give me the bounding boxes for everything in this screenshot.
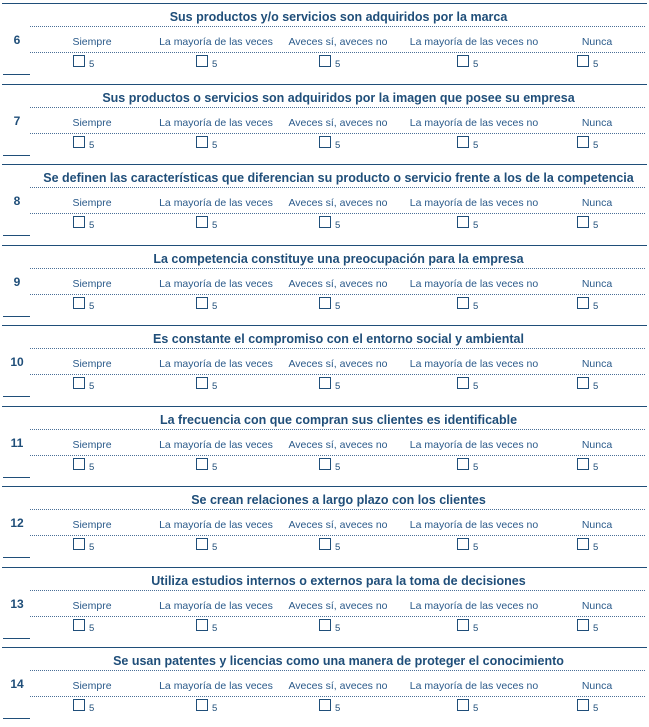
- question-title: Sus productos o servicios son adquiridos por la imagen que posee su empresa: [102, 90, 575, 105]
- option-value: 5: [212, 59, 218, 70]
- option-checkbox[interactable]: [196, 538, 208, 550]
- option-label: Siempre: [72, 519, 112, 531]
- top-rule: [2, 84, 647, 85]
- question-number: 6: [13, 33, 21, 47]
- option-value: 5: [593, 461, 599, 473]
- question-block: [0, 325, 649, 405]
- top-rule: [2, 647, 647, 648]
- option-label: La mayoría de las veces no: [409, 438, 539, 451]
- option-label: Nunca: [581, 277, 613, 290]
- option-checkbox[interactable]: [73, 458, 85, 470]
- option-label: Siempre: [72, 36, 112, 48]
- option-value: 5: [335, 300, 341, 312]
- number-underline: [3, 557, 30, 558]
- option-label: Aveces sí, aveces no: [288, 438, 388, 451]
- option-value: 5: [335, 461, 341, 473]
- option-checkbox[interactable]: [457, 216, 469, 228]
- option-checkbox[interactable]: [319, 377, 331, 389]
- question-number: 8: [13, 194, 21, 208]
- option-label: Siempre: [72, 438, 112, 451]
- number-underline: [3, 638, 30, 639]
- option-value: 5: [335, 542, 341, 553]
- dotted-divider: [30, 268, 645, 269]
- question-block: [0, 245, 649, 325]
- option-checkbox[interactable]: [319, 538, 331, 550]
- option-value: 5: [473, 703, 479, 714]
- option-checkbox[interactable]: [577, 377, 589, 389]
- option-label: Siempre: [72, 599, 112, 612]
- question-title: Utiliza estudios internos o externos para la toma de decisiones: [151, 573, 526, 588]
- question-block: [0, 406, 649, 486]
- question-number: 13: [10, 596, 24, 611]
- option-label: Aveces sí, aveces no: [288, 680, 388, 692]
- question-title: Sus productos y/o servicios son adquiridos por la marca: [169, 10, 508, 24]
- dotted-divider: [30, 187, 645, 188]
- question-number: 12: [10, 516, 24, 530]
- option-checkbox[interactable]: [577, 458, 589, 470]
- top-rule: [2, 486, 647, 487]
- option-label: Siempre: [72, 680, 112, 692]
- option-checkbox[interactable]: [457, 458, 469, 470]
- option-checkbox[interactable]: [319, 136, 331, 148]
- option-value: 5: [212, 139, 218, 151]
- option-value: 5: [212, 622, 218, 634]
- option-checkbox[interactable]: [196, 136, 208, 148]
- option-checkbox[interactable]: [196, 458, 208, 470]
- option-checkbox[interactable]: [457, 55, 469, 67]
- option-checkbox[interactable]: [457, 538, 469, 550]
- option-checkbox[interactable]: [73, 699, 85, 711]
- option-value: 5: [593, 220, 599, 231]
- option-checkbox[interactable]: [196, 297, 208, 309]
- number-underline: [3, 396, 30, 397]
- question-title: La frecuencia con que compran sus clientes es identificable: [159, 412, 518, 427]
- option-value: 5: [335, 381, 341, 392]
- option-label: Siempre: [72, 197, 112, 209]
- option-value: 5: [212, 542, 218, 553]
- option-label: La mayoría de las veces no: [409, 519, 539, 531]
- option-checkbox[interactable]: [577, 297, 589, 309]
- top-rule: [2, 245, 647, 246]
- number-underline: [3, 74, 30, 75]
- option-checkbox[interactable]: [577, 538, 589, 550]
- option-label: La mayoría de las veces: [159, 197, 273, 209]
- option-value: 5: [335, 703, 341, 714]
- option-value: 5: [593, 139, 599, 151]
- option-checkbox[interactable]: [577, 55, 589, 67]
- option-value: 5: [89, 220, 95, 231]
- dotted-divider: [30, 455, 645, 456]
- dotted-divider: [30, 107, 645, 108]
- option-label: Aveces sí, aveces no: [288, 197, 388, 209]
- option-label: Siempre: [72, 277, 112, 290]
- number-underline: [3, 235, 30, 236]
- dotted-divider: [30, 696, 645, 697]
- option-checkbox[interactable]: [196, 619, 208, 631]
- option-value: 5: [473, 381, 479, 392]
- dotted-divider: [30, 590, 645, 591]
- dotted-divider: [30, 616, 645, 617]
- question-number: 9: [13, 274, 21, 289]
- question-block: [0, 84, 649, 164]
- dotted-divider: [30, 429, 645, 430]
- option-value: 5: [335, 220, 341, 231]
- option-checkbox[interactable]: [73, 216, 85, 228]
- option-label: La mayoría de las veces no: [409, 358, 539, 370]
- option-label: Nunca: [581, 116, 613, 129]
- option-value: 5: [473, 139, 479, 151]
- option-label: Aveces sí, aveces no: [288, 519, 388, 531]
- dotted-divider: [30, 509, 645, 510]
- dotted-divider: [30, 294, 645, 295]
- option-label: La mayoría de las veces no: [409, 116, 539, 129]
- question-block: [0, 486, 649, 566]
- option-label: Siempre: [72, 116, 112, 129]
- dotted-divider: [30, 133, 645, 134]
- option-value: 5: [593, 59, 599, 70]
- option-label: Aveces sí, aveces no: [288, 358, 388, 370]
- option-value: 5: [212, 300, 218, 312]
- option-value: 5: [89, 59, 95, 70]
- number-underline: [3, 316, 30, 317]
- option-label: Nunca: [581, 680, 613, 692]
- option-checkbox[interactable]: [319, 297, 331, 309]
- option-label: La mayoría de las veces no: [409, 680, 539, 692]
- option-checkbox[interactable]: [577, 216, 589, 228]
- option-checkbox[interactable]: [196, 699, 208, 711]
- dotted-divider: [30, 52, 645, 53]
- option-value: 5: [89, 461, 95, 473]
- option-value: 5: [473, 622, 479, 634]
- option-checkbox[interactable]: [457, 297, 469, 309]
- option-label: La mayoría de las veces no: [409, 277, 539, 290]
- top-rule: [2, 406, 647, 407]
- option-label: Siempre: [72, 358, 112, 370]
- option-checkbox[interactable]: [319, 458, 331, 470]
- option-checkbox[interactable]: [196, 216, 208, 228]
- option-label: Nunca: [581, 358, 613, 370]
- option-value: 5: [89, 703, 95, 714]
- option-label: Aveces sí, aveces no: [288, 599, 388, 612]
- dotted-divider: [30, 26, 645, 27]
- option-value: 5: [473, 300, 479, 312]
- option-checkbox[interactable]: [319, 55, 331, 67]
- option-value: 5: [473, 220, 479, 231]
- dotted-divider: [30, 535, 645, 536]
- option-label: La mayoría de las veces: [159, 358, 273, 370]
- option-checkbox[interactable]: [457, 619, 469, 631]
- option-label: Nunca: [581, 519, 613, 531]
- option-label: Aveces sí, aveces no: [288, 36, 388, 48]
- option-checkbox[interactable]: [577, 699, 589, 711]
- option-checkbox[interactable]: [577, 619, 589, 631]
- number-underline: [3, 477, 30, 478]
- option-value: 5: [89, 300, 95, 312]
- question-block: [0, 647, 649, 727]
- option-checkbox[interactable]: [73, 538, 85, 550]
- question-number: 10: [10, 355, 24, 369]
- option-label: La mayoría de las veces: [159, 599, 273, 612]
- option-checkbox[interactable]: [319, 699, 331, 711]
- option-checkbox[interactable]: [196, 377, 208, 389]
- option-label: La mayoría de las veces: [159, 116, 273, 129]
- option-value: 5: [212, 461, 218, 473]
- option-value: 5: [212, 381, 218, 392]
- option-label: La mayoría de las veces no: [409, 599, 539, 612]
- number-underline: [3, 155, 30, 156]
- option-value: 5: [335, 59, 341, 70]
- option-value: 5: [89, 622, 95, 634]
- top-rule: [2, 325, 647, 326]
- option-label: La mayoría de las veces: [159, 519, 273, 531]
- option-label: La mayoría de las veces: [159, 277, 273, 290]
- option-value: 5: [89, 542, 95, 553]
- top-rule: [2, 567, 647, 568]
- question-number: 14: [10, 677, 24, 691]
- option-value: 5: [593, 542, 599, 553]
- option-value: 5: [89, 139, 95, 151]
- option-label: La mayoría de las veces no: [409, 36, 539, 48]
- dotted-divider: [30, 348, 645, 349]
- option-value: 5: [335, 139, 341, 151]
- option-checkbox[interactable]: [457, 699, 469, 711]
- number-underline: [3, 718, 30, 719]
- option-value: 5: [212, 703, 218, 714]
- option-value: 5: [89, 381, 95, 392]
- option-label: Nunca: [581, 197, 613, 209]
- option-checkbox[interactable]: [319, 216, 331, 228]
- question-title: Se usan patentes y licencias como una manera de proteger el conocimiento: [113, 654, 564, 668]
- question-title: Es constante el compromiso con el entorno social y ambiental: [153, 332, 524, 346]
- question-block: [0, 567, 649, 647]
- question-title: Se definen las características que diferencian su producto o servicio frente a los de la competencia: [43, 171, 634, 185]
- option-label: Nunca: [581, 36, 613, 48]
- option-label: La mayoría de las veces: [159, 36, 273, 48]
- option-checkbox[interactable]: [73, 136, 85, 148]
- option-value: 5: [473, 542, 479, 553]
- option-label: La mayoría de las veces: [159, 680, 273, 692]
- option-checkbox[interactable]: [457, 136, 469, 148]
- question-title: Se crean relaciones a largo plazo con los clientes: [191, 493, 486, 507]
- top-rule: [2, 3, 647, 4]
- option-checkbox[interactable]: [73, 377, 85, 389]
- option-value: 5: [473, 461, 479, 473]
- top-rule: [2, 164, 647, 165]
- option-value: 5: [593, 300, 599, 312]
- dotted-divider: [30, 374, 645, 375]
- option-label: Aveces sí, aveces no: [288, 116, 388, 129]
- option-value: 5: [593, 381, 599, 392]
- dotted-divider: [30, 213, 645, 214]
- option-label: La mayoría de las veces: [159, 438, 273, 451]
- option-label: Aveces sí, aveces no: [288, 277, 388, 290]
- option-value: 5: [212, 220, 218, 231]
- option-label: Nunca: [581, 599, 613, 612]
- option-value: 5: [593, 622, 599, 634]
- option-value: 5: [473, 59, 479, 70]
- option-value: 5: [593, 703, 599, 714]
- option-checkbox[interactable]: [73, 297, 85, 309]
- dotted-divider: [30, 670, 645, 671]
- question-number: 11: [10, 435, 24, 450]
- option-checkbox[interactable]: [457, 377, 469, 389]
- question-block: [0, 3, 649, 83]
- option-label: La mayoría de las veces no: [409, 197, 539, 209]
- question-block: [0, 164, 649, 244]
- question-number: 7: [13, 113, 21, 128]
- option-checkbox[interactable]: [73, 55, 85, 67]
- option-label: Nunca: [581, 438, 613, 451]
- option-checkbox[interactable]: [73, 619, 85, 631]
- option-value: 5: [335, 622, 341, 634]
- option-checkbox[interactable]: [196, 55, 208, 67]
- option-checkbox[interactable]: [319, 619, 331, 631]
- option-checkbox[interactable]: [577, 136, 589, 148]
- question-title: La competencia constituye una preocupación para la empresa: [153, 251, 524, 266]
